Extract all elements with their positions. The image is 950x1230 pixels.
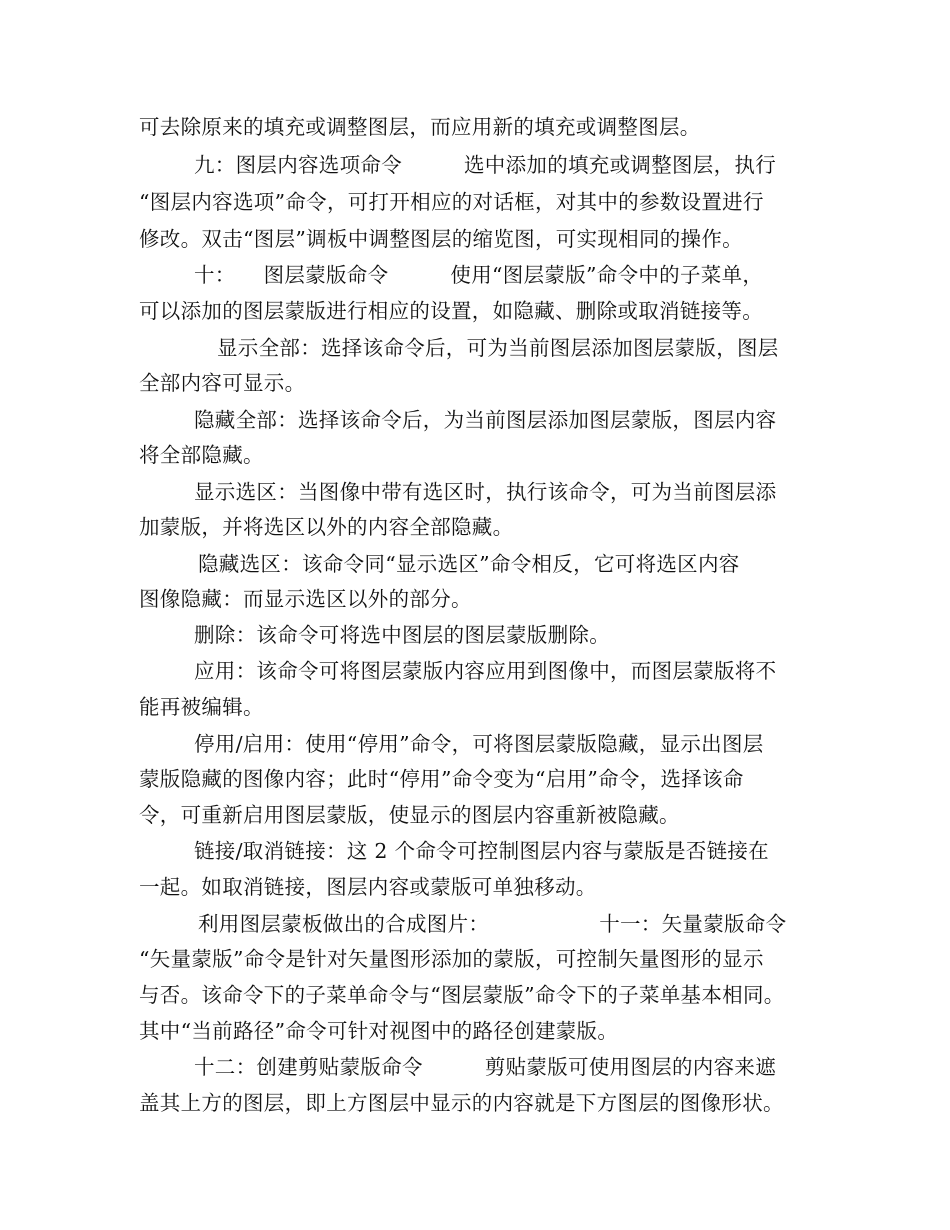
text-line: 显示全部：选择该命令后，可为当前图层添加图层蒙版，图层	[217, 336, 779, 360]
text-line-heading-9	[194, 152, 776, 178]
text-line: 加蒙版，并将选区以外的内容全部隐藏。	[139, 515, 514, 539]
heading-12: 十二：创建剪贴蒙版命令	[194, 1055, 423, 1079]
heading-11: 十一：矢量蒙版命令	[599, 912, 787, 936]
text-line: 蒙版隐藏的图像内容；此时“停用”命令变为“启用”命令，选择该命	[139, 767, 744, 791]
heading-9: 九：图层内容选项命令	[194, 153, 402, 177]
heading-12-body: 剪贴蒙版可使用图层的内容来遮	[484, 1055, 777, 1079]
text-line: 能再被编辑。	[139, 695, 264, 719]
text-line: 一起。如取消链接，图层内容或蒙版可单独移动。	[139, 875, 597, 899]
text-line: 可以添加的图层蒙版进行相应的设置，如隐藏、删除或取消链接等。	[139, 299, 763, 323]
composite-image-caption: 利用图层蒙板做出的合成图片：	[198, 912, 490, 936]
heading-10-body: 使用“图层蒙版”命令中的子菜单，	[450, 263, 764, 287]
text-line: 停用/启用：使用“停用”命令，可将图层蒙版隐藏，显示出图层	[194, 732, 764, 756]
heading-10-number: 十：	[194, 263, 236, 287]
text-line-heading-12	[194, 1054, 776, 1080]
text-line: 删除：该命令可将选中图层的图层蒙版删除。	[194, 623, 610, 647]
heading-9-body: 选中添加的填充或调整图层，执行	[464, 153, 776, 177]
text-line: 将全部隐藏。	[139, 443, 264, 467]
heading-10: 图层蒙版命令	[263, 263, 389, 287]
text-line: “矢量蒙版”命令是针对矢量图形添加的蒙版，可控制矢量图形的显示	[139, 947, 764, 971]
text-line: 盖其上方的图层，即上方图层中显示的内容就是下方图层的图像形状。	[139, 1091, 784, 1115]
text-line: 隐藏全部：选择该命令后，为当前图层添加图层蒙版，图层内容	[194, 408, 777, 432]
text-line: “图层内容选项”命令，可打开相应的对话框，对其中的参数设置进行	[139, 190, 764, 214]
text-line: 应用：该命令可将图层蒙版内容应用到图像中，而图层蒙版将不	[194, 659, 777, 683]
text-line: 修改。双击“图层”调板中调整图层的缩览图，可实现相同的操作。	[139, 227, 743, 251]
text-line: 显示选区：当图像中带有选区时，执行该命令，可为当前图层添	[194, 480, 777, 504]
text-line: 链接/取消链接：这 2 个命令可控制图层内容与蒙版是否链接在	[194, 839, 769, 863]
text-line: 与否。该命令下的子菜单命令与“图层蒙版”命令下的子菜单基本相同。	[139, 983, 785, 1007]
text-line: 隐藏选区：该命令同“显示选区”命令相反，它可将选区内容	[198, 552, 740, 576]
text-line-heading-11	[198, 911, 786, 937]
text-line: 全部内容可显示。	[139, 371, 306, 395]
text-line: 可去除原来的填充或调整图层，而应用新的填充或调整图层。	[139, 115, 701, 139]
text-line: 其中“当前路径”命令可针对视图中的路径创建蒙版。	[139, 1019, 619, 1043]
text-line: 图像隐藏：而显示选区以外的部分。	[139, 587, 472, 611]
text-line: 令，可重新启用图层蒙版，使显示的图层内容重新被隐藏。	[139, 803, 680, 827]
text-line-heading-10	[194, 262, 763, 288]
